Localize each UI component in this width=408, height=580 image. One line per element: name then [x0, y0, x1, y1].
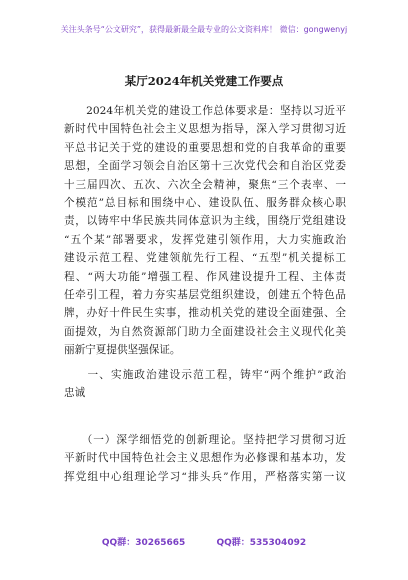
- text-line: 十三届四次、五次、六次全会精神，聚焦“三个表率、一: [64, 178, 346, 191]
- text-line: 思想，全面学习领会自治区第十三次党代会和自治区党委: [64, 160, 346, 173]
- intro-paragraph: [64, 102, 346, 360]
- document-title: 某厅2024年机关党建工作要点: [124, 74, 284, 88]
- text-line: 2024年机关党的建设工作总体要求是：坚持以习近平: [64, 105, 346, 117]
- subsection-paragraph: [64, 431, 346, 486]
- text-line: 个模范”总目标和围绕中心、建设队伍、服务群众核心职: [64, 197, 346, 210]
- text-line: 面提效，为自然资源部门助力全面建设社会主义现代化美: [64, 325, 346, 338]
- text-line: 一、实施政治建设示范工程，铸牢“两个维护”政治: [64, 369, 346, 381]
- text-line: （一）深学细悟党的创新理论。坚持把学习贯彻习近: [64, 434, 346, 446]
- text-line: 程、“两大功能”增强工程、作风建设提升工程、主体责: [64, 270, 346, 283]
- section-heading: [64, 366, 346, 403]
- text-line: 丽新宁夏提供坚强保证。: [64, 344, 181, 357]
- text-line: 平新时代中国特色社会主义思想作为必修课和基本功，发: [64, 452, 346, 465]
- footer-contacts: [0, 535, 408, 548]
- text-line: 平总书记关于党的建设的重要思想和党的自我革命的重要: [64, 141, 346, 154]
- text-line: 忠诚: [64, 387, 86, 400]
- header-banner: 关注头条号“公文研究”，获得最新最全最专业的公文资料库！ 微信：gongwenyj: [60, 25, 348, 34]
- text-line: 任牵引工程，着力夯实基层党组织建设，创建五个特色品: [64, 289, 346, 302]
- text-line: 新时代中国特色社会主义思想为指导，深入学习贯彻习近: [64, 123, 346, 136]
- text-line: 责，以铸牢中华民族共同体意识为主线，围绕厅党组建设: [64, 215, 346, 228]
- text-line: 建设示范工程、党建领航先行工程、“五型”机关提标工: [64, 252, 346, 265]
- text-line: “五个某”部署要求，发挥党建引领作用，大力实施政治: [64, 233, 346, 246]
- footer-qq-group-1: QQ群：30265665: [101, 538, 186, 548]
- text-line: 牌，办好十件民生实事，推动机关党的建设全面建强、全: [64, 307, 346, 320]
- text-line: 挥党组中心组理论学习“排头兵”作用，严格落实第一议: [64, 470, 346, 483]
- footer-qq-group-2: QQ群：535304092: [216, 538, 307, 548]
